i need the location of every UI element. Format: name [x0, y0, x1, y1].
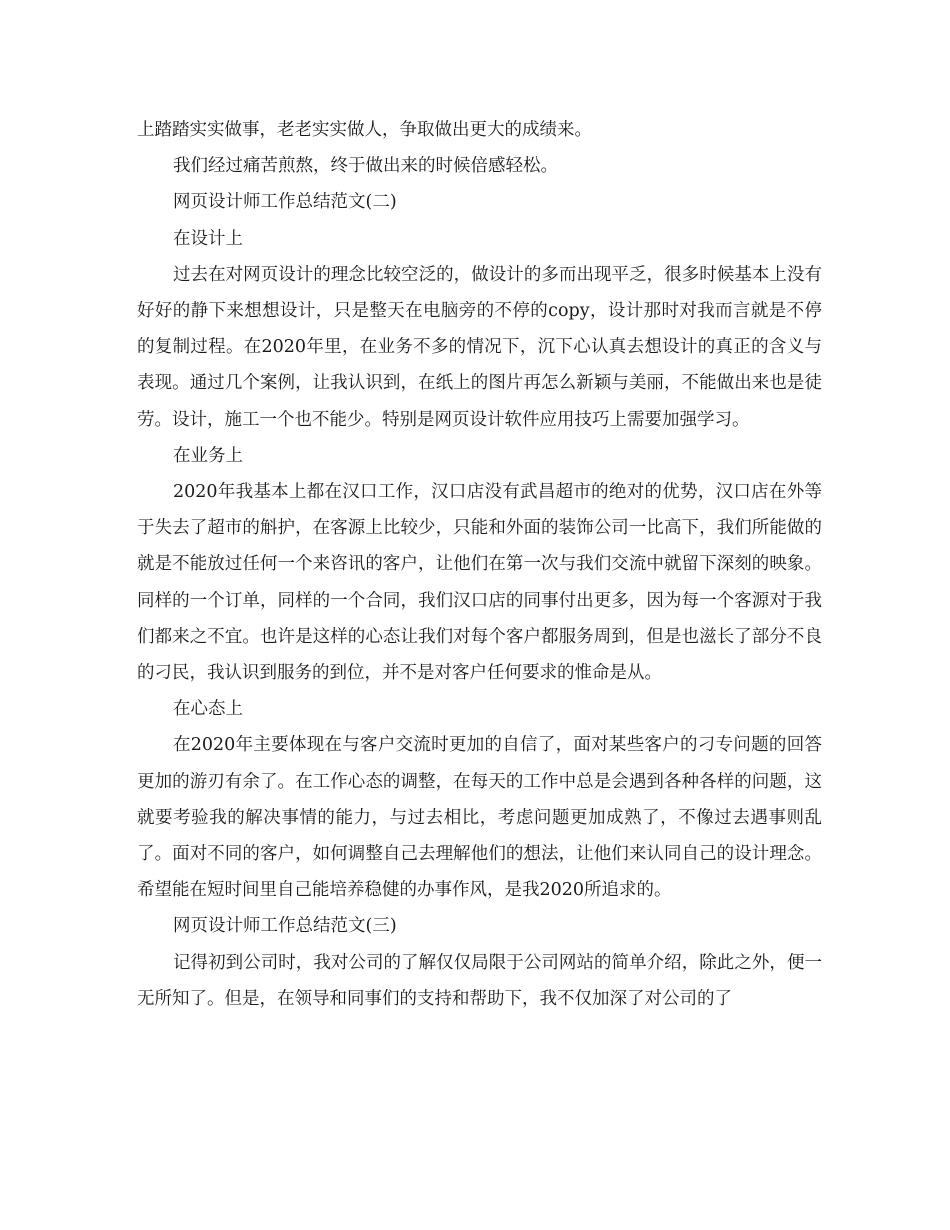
subheading-mindset: 在心态上	[173, 699, 243, 720]
document-body	[137, 112, 822, 1017]
paragraph-design: 过去在对网页设计的理念比较空泛的，做设计的多而出现平乏，很多时候基本上没有好好的静下来想想设计，只是整天在电脑旁的不停的copy，设计那时对我而言就是不停的复制过程。在2020年里，在业务不多的情况下，沉下心认真去想设计的真正的含义与表现。通过几个案例，让我认识到，在纸上的图片再怎么新颖与美丽，不能做出来也是徒劳。设计，施工一个也不能少。特别是网页设计软件应用技巧上需要加强学习。	[137, 264, 822, 430]
paragraph-company: 记得初到公司时，我对公司的了解仅仅局限于公司网站的简单介绍，除此之外，便一无所知了。但是，在领导和同事们的支持和帮助下，我不仅加深了对公司的了	[137, 952, 822, 1009]
subheading-business: 在业务上	[173, 445, 243, 466]
paragraph-relief: 我们经过痛苦煎熬，终于做出来的时候倍感轻松。	[173, 156, 558, 177]
section-heading-two: 网页设计师工作总结范文(二)	[173, 192, 397, 213]
paragraph-mindset: 在2020年主要体现在与客户交流时更加的自信了，面对某些客户的刁专问题的回答更加的游刃有余了。在工作心态的调整，在每天的工作中总是会遇到各种各样的问题，这就要考验我的解决事情的能力，与过去相比，考虑问题更加成熟了，不像过去遇事则乱了。面对不同的客户，如何调整自己去理解他们的想法，让他们来认同自己的设计理念。希望能在短时间里自己能培养稳健的办事作风，是我2020所追求的。	[137, 735, 822, 901]
subheading-design: 在设计上	[173, 228, 243, 249]
section-heading-three: 网页设计师工作总结范文(三)	[173, 916, 397, 937]
paragraph-continuation: 上踏踏实实做事，老老实实做人，争取做出更大的成绩来。	[137, 120, 592, 140]
paragraph-business: 2020年我基本上都在汉口工作，汉口店没有武昌超市的绝对的优势，汉口店在外等于失去了超市的斛护，在客源上比较少，只能和外面的装饰公司一比高下，我们所能做的就是不能放过任何一个来咨讯的客户，让他们在第一次与我们交流中就留下深刻的映象。同样的一个订单，同样的一个合同，我们汉口店的同事付出更多，因为每一个客源对于我们都来之不宜。也许是这样的心态让我们对每个客户都服务周到，但是也滋长了部分不良的刁民，我认识到服务的到位，并不是对客户任何要求的惟命是从。	[137, 482, 822, 684]
